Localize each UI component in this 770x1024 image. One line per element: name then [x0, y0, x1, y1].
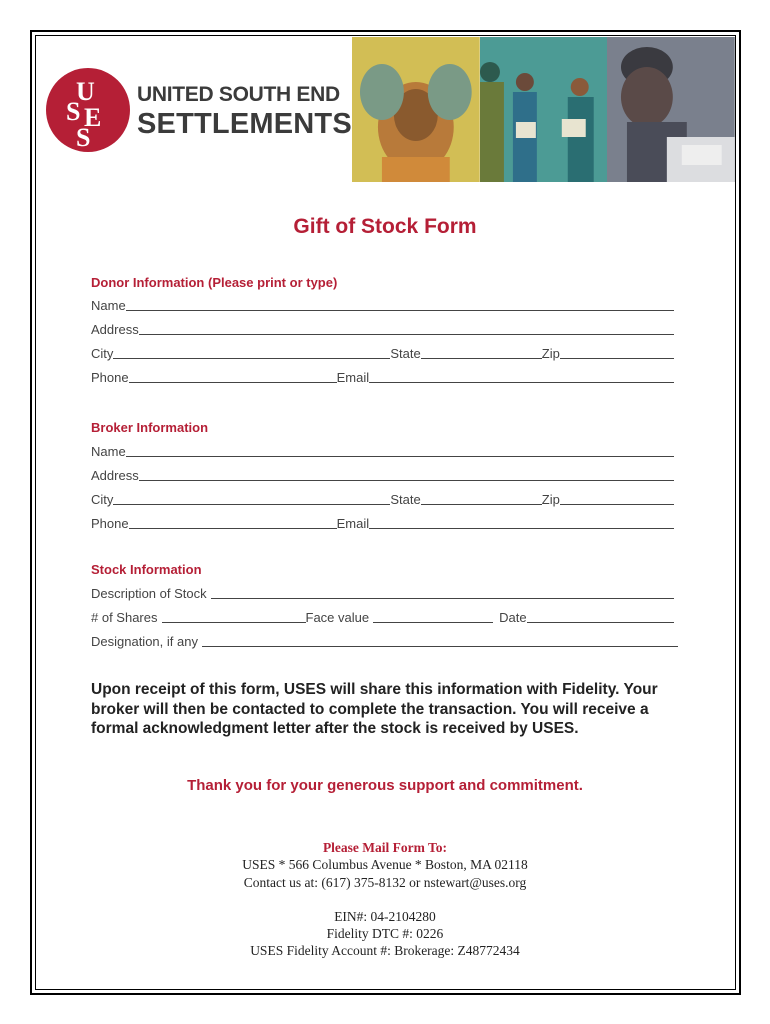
form-title: Gift of Stock Form [293, 215, 477, 238]
broker-zip-field[interactable] [560, 493, 674, 505]
stock-date-label: Date [499, 610, 527, 625]
broker-address-field[interactable] [139, 469, 674, 481]
donor-heading: Donor Information (Please print or type) [91, 275, 338, 290]
broker-city-row [91, 491, 674, 507]
donor-phone-label: Phone [91, 370, 129, 385]
donor-address-row [91, 321, 674, 337]
donor-phone-row [91, 369, 674, 385]
stock-heading: Stock Information [91, 562, 202, 577]
header-photo-strip [352, 37, 735, 182]
mail-account: USES Fidelity Account #: Brokerage: Z48772434 [250, 943, 520, 958]
photo-certificates [480, 37, 608, 182]
stock-date-field[interactable] [527, 611, 674, 623]
stock-designation-row [91, 633, 678, 649]
mail-ein: EIN#: 04-2104280 [334, 909, 436, 924]
stock-description-label: Description of Stock [91, 586, 207, 601]
uses-logo [46, 68, 352, 158]
stock-shares-field[interactable] [162, 611, 306, 623]
logo-monogram [46, 68, 130, 152]
broker-phone-field[interactable] [129, 517, 337, 529]
svg-text:S: S [76, 123, 91, 152]
broker-zip-label: Zip [541, 492, 560, 507]
donor-zip-field[interactable] [560, 347, 674, 359]
donor-city-label: City [91, 346, 114, 361]
broker-address-row [91, 467, 674, 483]
notice-paragraph: Upon receipt of this form, USES will share this information with Fidelity. Your broker will then be contacted to complete the transaction. You will receive a formal acknowledgment letter after the stock is received by USES. [91, 681, 658, 737]
donor-email-field[interactable] [369, 371, 674, 383]
donor-state-field[interactable] [421, 347, 542, 359]
stock-designation-field[interactable] [202, 635, 678, 647]
broker-name-row [91, 443, 674, 459]
donor-address-field[interactable] [139, 323, 674, 335]
org-name-line1: UNITED SOUTH END [137, 83, 340, 106]
mail-dtc: Fidelity DTC #: 0226 [326, 926, 444, 941]
donor-city-field[interactable] [113, 347, 390, 359]
donor-name-row [91, 297, 674, 313]
donor-address-label: Address [91, 322, 139, 337]
broker-state-label: State [390, 492, 421, 507]
donor-phone-field[interactable] [129, 371, 337, 383]
stock-description-row [91, 585, 674, 601]
svg-text:U: U [76, 77, 95, 106]
donor-state-label: State [390, 346, 421, 361]
stock-face-value-label: Face value [305, 610, 370, 625]
stock-description-field[interactable] [211, 587, 674, 599]
broker-heading: Broker Information [91, 420, 209, 435]
org-name-line2: SETTLEMENTS [137, 108, 352, 140]
broker-phone-row [91, 515, 674, 531]
svg-text:E: E [84, 103, 102, 132]
broker-name-label: Name [91, 444, 126, 459]
stock-shares-label: # of Shares [91, 610, 158, 625]
broker-email-field[interactable] [369, 517, 674, 529]
broker-email-label: Email [336, 516, 370, 531]
stock-shares-row [91, 609, 674, 625]
stock-designation-label: Designation, if any [91, 634, 198, 649]
donor-email-label: Email [336, 370, 370, 385]
svg-text:S: S [66, 97, 81, 126]
broker-state-field[interactable] [421, 493, 542, 505]
photo-elder-writing [607, 37, 735, 182]
thank-you-message: Thank you for your generous support and commitment. [187, 777, 583, 794]
broker-city-label: City [91, 492, 114, 507]
mail-heading: Please Mail Form To: [322, 840, 448, 855]
donor-name-field[interactable] [126, 299, 674, 311]
broker-address-label: Address [91, 468, 139, 483]
mail-contact: Contact us at: (617) 375-8132 or nstewart@uses.org [243, 875, 527, 890]
broker-city-field[interactable] [113, 493, 390, 505]
donor-city-row [91, 345, 674, 361]
broker-name-field[interactable] [126, 445, 674, 457]
donor-name-label: Name [91, 298, 126, 313]
stock-face-value-field[interactable] [373, 611, 493, 623]
photo-child [352, 37, 480, 182]
donor-zip-label: Zip [541, 346, 560, 361]
mail-address: USES * 566 Columbus Avenue * Boston, MA 02118 [242, 857, 528, 872]
broker-phone-label: Phone [91, 516, 129, 531]
